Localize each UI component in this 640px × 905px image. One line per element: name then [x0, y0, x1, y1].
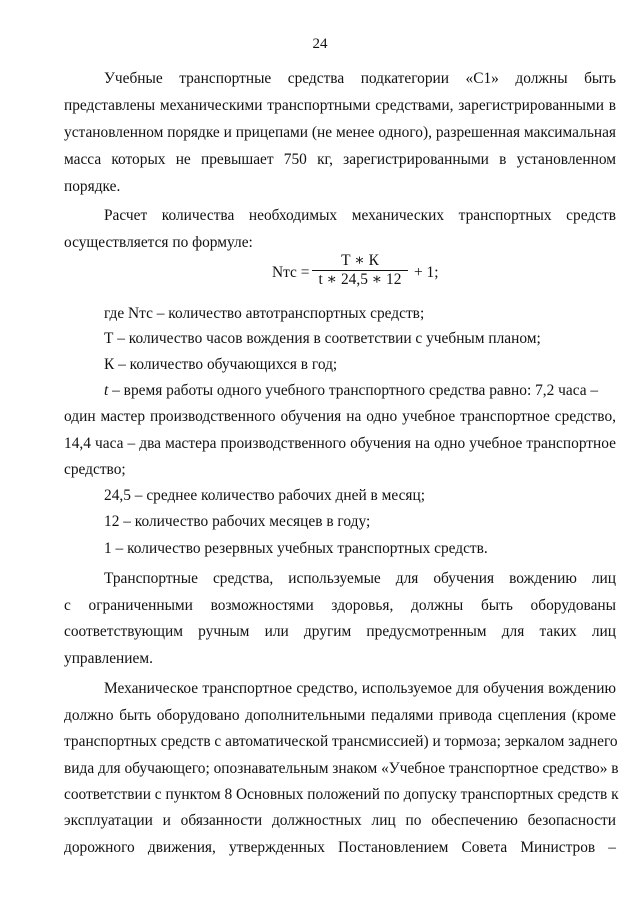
definition-line: 14,4 часа – два мастера производственного обучения на одно учебное транспортное: [64, 435, 616, 452]
text-line: установленном порядке и прицепами (не менее одного), разрешенная максимальная: [64, 124, 616, 141]
text-line: масса которых не превышает 750 кг, зарегистрированными в установленном: [64, 151, 616, 168]
text-line: порядке.: [64, 178, 121, 195]
text-line: соответствии с пунктом 8 Основных положений по допуску транспортных средств к: [64, 786, 619, 803]
definition-text: – время работы одного учебного транспортного средства равно: 7,2 часа –: [108, 382, 599, 399]
text-line: эксплуатации и обязанности должностных лиц по обеспечению безопасности: [64, 812, 616, 829]
text-line: Механическое транспортное средство, используемое для обучения вождению: [104, 680, 616, 697]
text-line: транспортных средств с автоматической трансмиссией) и тормоза; зеркалом заднего: [64, 733, 618, 750]
text-line: вида для обучающего; опознавательным знаком «Учебное транспортное средство» в: [64, 760, 619, 777]
text-line: Транспортные средства, используемые для обучения вождению лиц: [104, 570, 616, 587]
definition-line: где Nтс – количество автотранспортных средств;: [104, 305, 425, 322]
text-line: представлены механическими транспортными средствами, зарегистрированными в: [64, 97, 616, 114]
definition-line: [104, 382, 616, 400]
formula-fraction: [312, 253, 408, 288]
variable-t: t: [104, 382, 109, 399]
definition-line: один мастер производственного обучения на одно учебное транспортное средство,: [64, 408, 616, 425]
formula-numerator: Т ∗ К: [341, 252, 379, 269]
formula-rhs: + 1;: [414, 264, 439, 281]
formula-denominator: t ∗ 24,5 ∗ 12: [318, 271, 402, 288]
text-line: должно быть оборудовано дополнительными педалями привода сцепления (кроме: [64, 707, 616, 724]
definition-line: К – количество обучающихся в год;: [104, 356, 338, 373]
definition-line: средство;: [64, 461, 126, 478]
text-line: Расчет количества необходимых механических транспортных средств: [104, 207, 616, 224]
definition-line: 1 – количество резервных учебных транспортных средств.: [104, 540, 488, 557]
text-line: соответствующим ручным или другим предусмотренным для таких лиц: [64, 623, 616, 640]
text-line: управлением.: [64, 650, 153, 667]
text-line: с ограниченными возможностями здоровья, должны быть оборудованы: [64, 597, 616, 614]
text-line: Учебные транспортные средства подкатегории «С1» должны быть: [104, 70, 616, 87]
definition-line: 12 – количество рабочих месяцев в году;: [104, 513, 371, 530]
formula-lhs: Nтс =: [272, 264, 310, 281]
text-line: осуществляется по формуле:: [64, 234, 253, 251]
text-line: дорожного движения, утвержденных Постановлением Совета Министров –: [64, 839, 616, 856]
page-number: 24: [312, 36, 328, 52]
definition-line: Т – количество часов вождения в соответствии с учебным планом;: [104, 330, 541, 347]
definition-line: 24,5 – среднее количество рабочих дней в месяц;: [104, 487, 426, 504]
